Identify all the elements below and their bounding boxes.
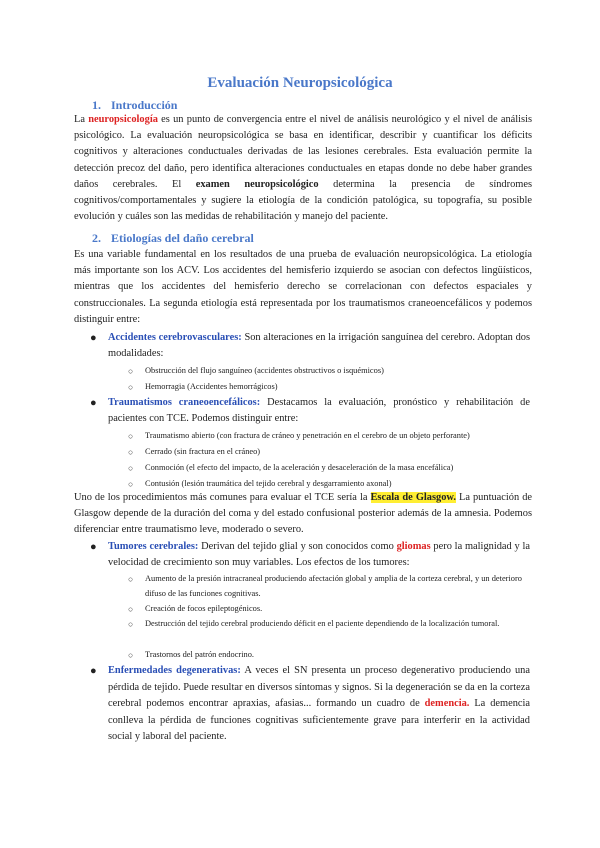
text-run: Derivan del tejido glial y son conocidos como — [198, 541, 397, 552]
section-title: Introducción — [111, 98, 178, 112]
text-run: La — [74, 114, 89, 125]
text-run: La demencia conlleva la pérdida de funciones cognitivas suficientemente grave para interferir en la actividad social y laboral del paciente. — [108, 698, 531, 743]
text-run: pero la malignidad y la velocidad de crecimiento son muy variables. Los efectos de los tumores: — [108, 541, 530, 568]
text-run: La puntuación de Glasgow depende de la duración del coma y del estado confusional posterior además de la amnesia. Podemos diferenciar entre traumatismo leve, moderado o severo. — [74, 492, 532, 536]
sub-item: Destrucción del tejido cerebral produciendo déficit en el paciente dependiendo de la localización tumoral. — [145, 619, 500, 628]
sub-item: Trastornos del patrón endocrino. — [145, 650, 255, 659]
etiologias-paragraph: Es una variable fundamental en los resultados de una prueba de evaluación neuropsicológica. La etiología más importante son los ACV. Los accidentes del hemisferio izquierdo se asocian con defectos lingüísticos, mientras que los accidentes del hemisferio derecho se correlacionan con defectos espaciales y construccionales. La segunda etiología está representada por los traumatismos craneoencefálicos y podemos distinguir entre: — [74, 249, 532, 325]
bullet-icon: ● — [90, 541, 97, 553]
term-neuropsicologia: neuropsicología — [88, 114, 158, 125]
escala-glasgow-highlight: Escala de Glasgow. — [370, 492, 456, 503]
bullet-traumatismos — [108, 395, 530, 427]
term: Tumores cerebrales: — [108, 541, 199, 552]
section-number: 1. — [92, 98, 101, 112]
term-gliomas: gliomas — [396, 541, 431, 552]
sub-item: Traumatismo abierto (con fractura de cráneo y penetración en el cerebro de un objeto perforante) — [145, 431, 470, 440]
section-title: Etiologías del daño cerebral — [111, 231, 254, 245]
sub-item: Conmoción (el efecto del impacto, de la aceleración y desaceleración de la masa encefálica) — [145, 463, 454, 472]
section-heading-introduccion — [92, 98, 177, 113]
term: Accidentes cerebrovasculares: — [108, 332, 242, 343]
term-demencia: demencia. — [424, 698, 470, 710]
term: Enfermedades degenerativas: — [108, 665, 241, 676]
sub-bullet-icon: ○ — [128, 479, 134, 489]
sub-bullet-icon: ○ — [128, 366, 134, 376]
page-title: Evaluación Neuropsicológica — [207, 75, 393, 91]
section-heading-etiologias — [92, 231, 254, 246]
sub-item: Contusión (lesión traumática del tejido cerebral y desgarramiento axonal) — [145, 479, 392, 488]
sub-item: Creación de focos epileptogénicos. — [145, 604, 263, 613]
sub-bullet-icon: ○ — [128, 431, 134, 441]
term-examen-neuropsicologico: examen neuropsicológico — [195, 178, 319, 190]
section-number: 2. — [92, 231, 101, 245]
intro-paragraph — [74, 112, 532, 225]
bullet-icon: ● — [90, 332, 97, 344]
sub-item: Obstrucción del flujo sanguíneo (accidentes obstructivos o isquémicos) — [145, 366, 384, 375]
sub-bullet-icon: ○ — [128, 604, 134, 614]
text-run: es un punto de convergencia entre el nivel de análisis neurológico y el nivel de análisis psicológico. La evaluación neuropsicológica se basa en identificar, describir y cuantificar los déficits cognitivos y alteraciones conductuales derivadas de las lesiones cerebrales. Esta evaluación permite la detección precoz del daño, pero identifica alteraciones conductuales en etapas donde no debe haber grandes daños cerebrales. El — [74, 114, 532, 190]
sub-bullet-icon: ○ — [128, 382, 134, 392]
bullet-accidentes-cerebrovasculares — [108, 330, 530, 362]
bullet-tumores — [108, 539, 530, 571]
sub-bullet-icon: ○ — [128, 650, 134, 660]
bullet-enfermedades-degenerativas — [108, 663, 530, 746]
sub-bullet-icon: ○ — [128, 574, 134, 584]
text-run: determina la presencia de síndromes cognitivos/comportamentales y sugiere la etiología de la condición patológica, su topografía, su posible evolución y cuáles son las medidas de rehabilitación y manejo del paciente. — [74, 178, 532, 223]
text-run: Uno de los procedimientos más comunes para evaluar el TCE sería la — [74, 492, 371, 503]
sub-item: Aumento de la presión intracraneal produciendo afectación global y amplia de la corteza cerebral, y un deterioro difuso de las funciones cognitivas. — [145, 574, 522, 598]
sub-bullet-icon: ○ — [128, 463, 134, 473]
text-run: Son alteraciones en la irrigación sanguínea del cerebro. Adoptan dos modalidades: — [108, 332, 530, 359]
bullet-icon: ● — [90, 665, 97, 677]
sub-bullet-icon: ○ — [128, 619, 134, 629]
text-run: A veces el SN presenta un proceso degenerativo produciendo una pérdida de tejido. Puede resultar en diversos síntomas y signos. Si la degeneración se da en la corteza cerebral podemos encontrar apraxias, afasias... formando un cuadro de — [108, 665, 530, 710]
term: Traumatismos craneoencefálicos: — [108, 397, 261, 408]
bullet-icon: ● — [90, 397, 97, 409]
glasgow-paragraph — [74, 490, 532, 539]
sub-item: Hemorragia (Accidentes hemorrágicos) — [145, 382, 278, 391]
text-run: Destacamos la evaluación, pronóstico y rehabilitación de pacientes con TCE. Podemos distinguir entre: — [108, 397, 530, 424]
sub-bullet-icon: ○ — [128, 447, 134, 457]
sub-item: Cerrado (sin fractura en el cráneo) — [145, 447, 261, 456]
